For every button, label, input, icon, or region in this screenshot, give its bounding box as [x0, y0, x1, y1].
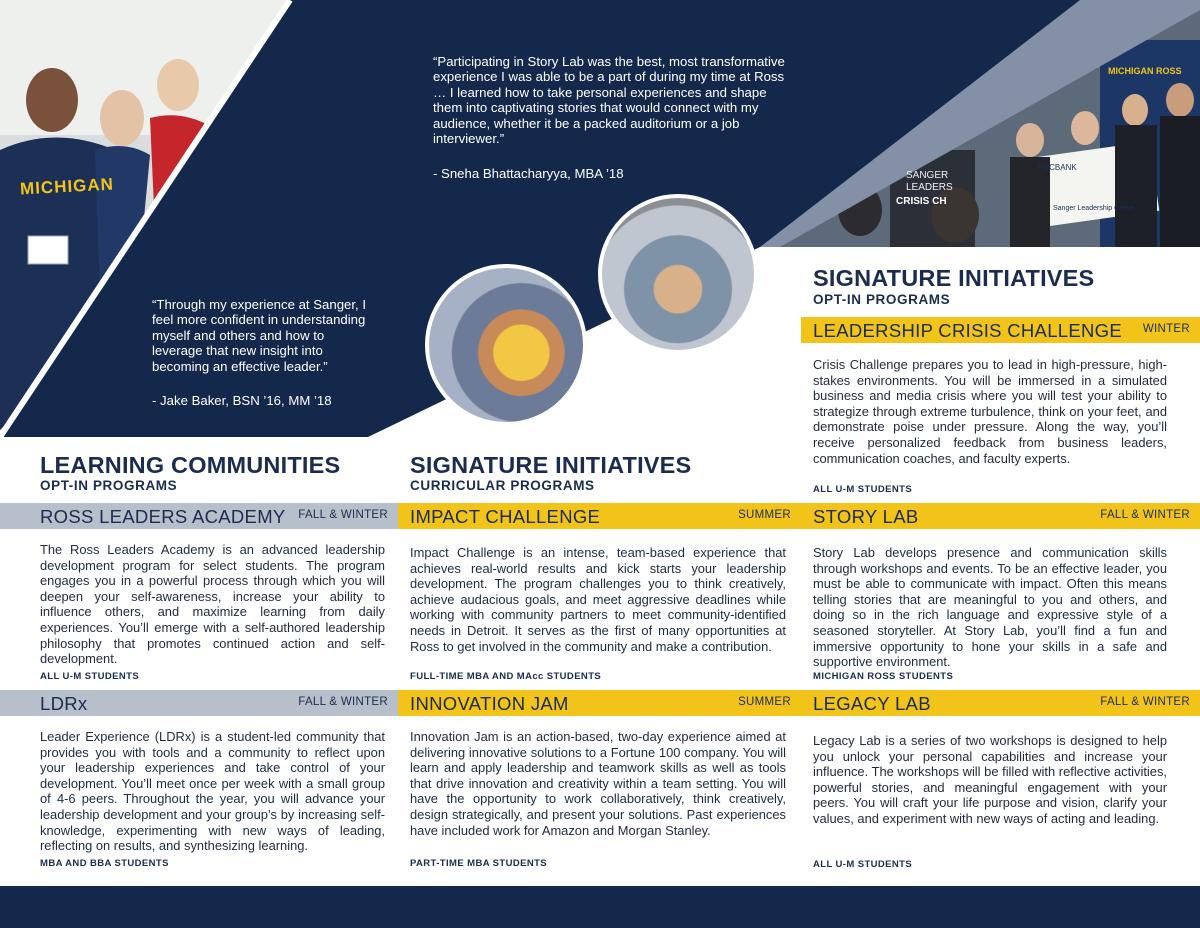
program-term: FALL & WINTER — [298, 509, 388, 521]
program-name: ROSS LEADERS ACADEMY — [40, 506, 286, 527]
program-term: SUMMER — [738, 696, 791, 708]
section-title-signature-curricular: SIGNATURE INITIATIVES — [410, 452, 692, 478]
program-name: STORY LAB — [813, 506, 919, 527]
section-subtitle-signature-optin: OPT-IN PROGRAMS — [813, 292, 951, 307]
section-subtitle-signature-curricular: CURRICULAR PROGRAMS — [410, 478, 595, 493]
program-eligibility-leadership-crisis-challenge: ALL U-M STUDENTS — [813, 484, 913, 495]
section-title-signature-optin: SIGNATURE INITIATIVES — [813, 265, 1095, 291]
program-name: LEGACY LAB — [813, 693, 931, 714]
sanger-banner-text: SANGER LEADERS — [906, 170, 953, 193]
check-bank-text: PNCBANK — [1038, 163, 1077, 172]
student-face-2 — [100, 90, 144, 146]
testimonial-quote-sneha: “Participating in Story Lab was the best, most transformative experience I was able to be a part of during my time at Ross … I learned how to take personal experiences and shape them into captivating stories that would connect with my audience, whether it be a packed auditorium or a job interviewer.” — [433, 54, 785, 147]
testimonial-attribution-jake: - Jake Baker, BSN ’16, MM ’18 — [152, 393, 332, 408]
impact-challenge-photo — [425, 264, 587, 426]
program-bar-ross-leaders-academy — [0, 503, 398, 529]
section-title-learning-communities: LEARNING COMMUNITIES — [40, 452, 341, 478]
program-term: WINTER — [1142, 323, 1190, 335]
program-term: FALL & WINTER — [1100, 696, 1190, 708]
program-name: IMPACT CHALLENGE — [410, 506, 601, 527]
presenter-4-body — [1160, 116, 1200, 247]
crisis-banner-text: CRISIS CH — [896, 196, 947, 207]
check-note-text: Sanger Leadership Center — [1053, 205, 1136, 212]
testimonial-quote-jake: “Through my experience at Sanger, I feel more confident in understanding myself and others and how to leverage that new insight into becoming an effective leader.” — [152, 297, 367, 374]
presenter-1 — [1016, 123, 1044, 157]
program-name: LDRx — [40, 693, 88, 714]
program-bar-story-lab — [801, 503, 1200, 529]
footer-band — [0, 886, 1200, 928]
program-description-story-lab: Story Lab develops presence and communication skills through workshops and events. To be an effective leader, you must be able to communicate with impact. Often this means telling stories that are meaningful to you and others, and doing so in the rich language and expressive style of a seasoned storyteller. At Story Lab, you’ll find a fun and immersive opportunity to hone your skills in a safe and supportive environment. — [813, 545, 1167, 670]
student-face-3 — [157, 59, 199, 111]
program-term: FALL & WINTER — [298, 696, 388, 708]
program-description-legacy-lab: Legacy Lab is a series of two workshops is designed to help you unlock your personal capabilities and increase your influence. The workshops will be filled with reflective activities, powerful stories, and meaningful engagement with your peers. You will craft your life purpose and vision, clarify your values, and experiment with new ways of acting and leading. — [813, 733, 1167, 826]
michigan-ross-banner-text: MICHIGAN ROSS — [1108, 66, 1182, 76]
program-name: INNOVATION JAM — [410, 693, 569, 714]
presenter-2 — [1071, 111, 1099, 145]
program-term: SUMMER — [738, 509, 791, 521]
program-name: LEADERSHIP CRISIS CHALLENGE — [813, 320, 1122, 341]
program-description-innovation-jam: Innovation Jam is an action-based, two-day experience aimed at delivering innovative solutions to a Fortune 100 company. You will learn and apply leadership and teamwork skills as well as tools that drive innovation and creativity within a team setting. You will have the opportunity to work collaboratively, think creatively, design strategically, and present your solutions. Past experiences have included work for Amazon and Morgan Stanley. — [410, 729, 786, 838]
program-eligibility-innovation-jam: PART-TIME MBA STUDENTS — [410, 858, 548, 869]
section-subtitle-learning-communities: OPT-IN PROGRAMS — [40, 478, 178, 493]
program-term: FALL & WINTER — [1100, 509, 1190, 521]
program-description-ldrx: Leader Experience (LDRx) is a student-led community that provides you with tools and a community to reflect upon your leadership experiences and take control of your development. You’ll meet once per week with a small group of 4-6 peers. Throughout the year, you will advance your leadership development and your group’s by increasing self-knowledge, experimenting with new ways of leading, reflecting on results, and synthesizing learning. — [40, 729, 385, 854]
presenter-3 — [1122, 94, 1148, 126]
program-description-impact-challenge: Impact Challenge is an intense, team-based experience that achieves real-world results and kick starts your leadership development. The program challenges you to think creatively, achieve audacious goals, and meet aggressive deadlines while working with community partners to meet community-identified needs in Detroit. It serves as the first of many opportunities at Ross to get involved in the community and make a contribution. — [410, 545, 786, 654]
student-face-1 — [26, 68, 78, 132]
program-bar-innovation-jam — [398, 690, 801, 716]
name-badge — [28, 236, 68, 264]
team-huddle-photo — [598, 194, 758, 354]
program-eligibility-legacy-lab: ALL U-M STUDENTS — [813, 859, 913, 870]
program-description-ross-leaders-academy: The Ross Leaders Academy is an advanced leadership development program for select students. The program engages you in a powerful process through which you will deepen your self-awareness, increase your ability to influence others, and maximize learning from daily experiences. You’ll emerge with a self-authored leadership philosophy that promotes continued action and self-development. — [40, 542, 385, 667]
program-eligibility-ross-leaders-academy: ALL U-M STUDENTS — [40, 671, 140, 682]
presenter-4 — [1166, 83, 1194, 117]
program-eligibility-impact-challenge: FULL-TIME MBA AND MAcc STUDENTS — [410, 671, 602, 682]
program-bar-leadership-crisis-challenge — [801, 317, 1200, 343]
shirt-lettering: MICHIGAN — [19, 174, 115, 199]
testimonial-attribution-sneha: - Sneha Bhattacharyya, MBA ’18 — [433, 166, 624, 181]
program-eligibility-ldrx: MBA AND BBA STUDENTS — [40, 858, 169, 869]
program-bar-impact-challenge — [398, 503, 801, 529]
program-description-leadership-crisis-challenge: Crisis Challenge prepares you to lead in high-pressure, high-stakes environments. You will be immersed in a simulated business and media crisis where you will test your ability to strategize through extreme turbulence, think on your feet, and demonstrate poise under pressure. Along the way, you’ll receive personalized feedback from business leaders, communication coaches, and faculty experts. — [813, 357, 1167, 466]
program-bar-legacy-lab — [801, 690, 1200, 716]
presenter-3-body — [1115, 125, 1157, 247]
program-eligibility-story-lab: MICHIGAN ROSS STUDENTS — [813, 671, 954, 682]
program-bar-ldrx — [0, 690, 398, 716]
